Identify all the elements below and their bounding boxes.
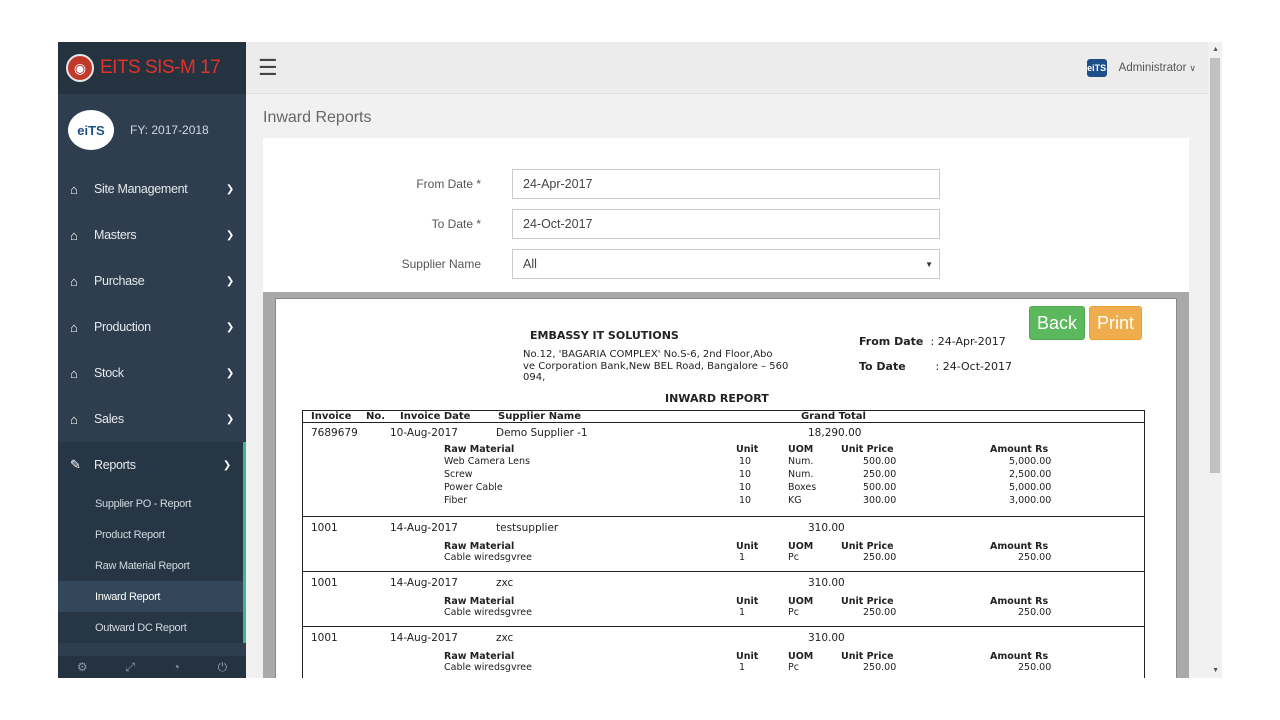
row-invoice: 1001: [311, 522, 338, 534]
to-date-value: 24-Oct-2017: [523, 217, 593, 231]
supplier-row: [263, 249, 1189, 279]
col-no: No.: [366, 411, 386, 422]
to-date-input[interactable]: [512, 209, 940, 239]
from-date-label: From Date *: [416, 177, 481, 191]
user-name: Administrator: [1118, 62, 1187, 74]
edit-icon: ✎: [70, 457, 81, 472]
reports-submenu: [58, 488, 246, 643]
from-date-value: 24-Apr-2017: [523, 177, 593, 191]
table-row: [302, 423, 1145, 517]
item-material: Power Cable: [444, 482, 503, 493]
sub-col-unit: Unit: [736, 541, 759, 552]
sub-col-amount: Amount Rs: [990, 444, 1049, 455]
item-amount: 250.00: [1018, 552, 1052, 563]
submenu-inward-report[interactable]: Inward Report: [58, 581, 243, 612]
top-navbar: [246, 42, 1208, 94]
item-unit: 10: [739, 469, 752, 480]
page-title: Inward Reports: [263, 109, 372, 126]
sub-col-unit: Unit: [736, 444, 759, 455]
sidebar-item-label: Production: [94, 320, 151, 334]
item-price: 500.00: [863, 456, 897, 467]
item-unit: 10: [739, 456, 752, 467]
hamburger-menu-icon[interactable]: ☰: [258, 55, 278, 80]
row-supplier: Demo Supplier -1: [496, 427, 588, 439]
submenu-product-report[interactable]: Product Report: [95, 528, 165, 541]
row-date: 14-Aug-2017: [390, 577, 458, 589]
item-unit: 1: [739, 552, 746, 563]
to-date-key: To Date: [859, 360, 906, 373]
supplier-select[interactable]: [512, 249, 940, 279]
item-material: Cable wiredsgvree: [444, 662, 532, 673]
col-invoice: Invoice: [311, 411, 352, 422]
from-date-input[interactable]: [512, 169, 940, 199]
sidebar-item-production[interactable]: [58, 304, 246, 350]
chevron-down-icon: ❯: [225, 321, 234, 333]
chevron-down-icon: ❯: [225, 229, 234, 241]
row-date: 14-Aug-2017: [390, 632, 458, 644]
filter-form: [263, 138, 1189, 292]
sidebar-footer: [58, 656, 246, 678]
row-total: 310.00: [808, 522, 845, 534]
item-amount: 5,000.00: [1009, 482, 1052, 493]
expand-icon[interactable]: ⤢: [125, 659, 135, 674]
supplier-label: Supplier Name: [401, 257, 481, 271]
sidebar-item-stock[interactable]: [58, 350, 246, 396]
sidebar-item-sales[interactable]: [58, 396, 246, 442]
report-sheet: [275, 298, 1177, 678]
app-window: [58, 42, 1222, 678]
row-invoice: 1001: [311, 632, 338, 644]
sub-col-uom: UOM: [788, 596, 814, 607]
separator: :: [930, 335, 935, 348]
report-viewer: [263, 292, 1189, 678]
chevron-down-icon: ❯: [222, 459, 231, 471]
brand-logo-icon: ◉: [66, 54, 94, 82]
lock-icon[interactable]: ◔: [172, 660, 180, 674]
item-uom: Num.: [788, 456, 814, 467]
col-date: Invoice Date: [400, 411, 471, 422]
item-price: 250.00: [863, 552, 897, 563]
power-icon[interactable]: ⏻: [217, 659, 228, 674]
from-date-key: From Date: [859, 335, 924, 348]
sidebar: [58, 42, 246, 678]
to-date-val: 24-Oct-2017: [942, 360, 1012, 373]
home-icon: ⌂: [70, 273, 78, 289]
sidebar-item-label: Purchase: [94, 274, 145, 288]
sub-col-amount: Amount Rs: [990, 541, 1049, 552]
home-icon: ⌂: [70, 181, 78, 197]
item-uom: Pc: [788, 552, 799, 563]
back-button[interactable]: Back: [1029, 306, 1085, 340]
sub-col-unit: Unit: [736, 596, 759, 607]
row-date: 14-Aug-2017: [390, 522, 458, 534]
chevron-down-icon: ❯: [225, 413, 234, 425]
item-price: 500.00: [863, 482, 897, 493]
item-amount: 3,000.00: [1009, 495, 1052, 506]
sub-col-uom: UOM: [788, 444, 814, 455]
sub-col-material: Raw Material: [444, 651, 515, 662]
sub-col-amount: Amount Rs: [990, 596, 1049, 607]
submenu-outward-dc-report[interactable]: Outward DC Report: [95, 621, 187, 634]
sub-col-price: Unit Price: [841, 596, 894, 607]
supplier-value: All: [523, 257, 537, 271]
sub-col-uom: UOM: [788, 541, 814, 552]
sidebar-item-label: Sales: [94, 412, 124, 426]
sub-col-amount: Amount Rs: [990, 651, 1049, 662]
sub-col-material: Raw Material: [444, 541, 515, 552]
item-uom: Num.: [788, 469, 814, 480]
item-amount: 250.00: [1018, 607, 1052, 618]
company-address: [523, 349, 809, 384]
sidebar-item-masters[interactable]: [58, 212, 246, 258]
company-logo-icon: eiTS: [1087, 59, 1107, 77]
item-uom: Pc: [788, 607, 799, 618]
col-supplier: Supplier Name: [498, 411, 582, 422]
report-title: INWARD REPORT: [665, 392, 769, 405]
submenu-raw-material-report[interactable]: Raw Material Report: [95, 559, 190, 572]
row-total: 18,290.00: [808, 427, 862, 439]
gear-icon[interactable]: ⚙: [76, 660, 88, 674]
company-logo: eiTS: [68, 110, 114, 150]
brand-name: EITS SIS-M 17: [100, 57, 221, 78]
row-total: 310.00: [808, 632, 845, 644]
fy-panel: [58, 94, 246, 166]
item-uom: KG: [788, 495, 802, 506]
print-button[interactable]: Print: [1089, 306, 1142, 340]
chevron-down-icon: ∨: [1189, 62, 1196, 73]
table-row: [302, 627, 1145, 678]
address-line: ve Corporation Bank,New BEL Road, Bangalore – 560 094,: [523, 360, 789, 383]
scroll-thumb[interactable]: [1210, 58, 1220, 473]
row-supplier: zxc: [496, 632, 514, 644]
item-price: 250.00: [863, 607, 897, 618]
sidebar-item-label: Reports: [94, 458, 136, 472]
chevron-down-icon: ❯: [225, 275, 234, 287]
item-unit: 10: [739, 495, 752, 506]
item-unit: 1: [739, 662, 746, 673]
report-from-date: [859, 335, 1006, 348]
table-row: [302, 517, 1145, 572]
home-icon: ⌂: [70, 319, 78, 335]
item-uom: Boxes: [788, 482, 817, 493]
sidebar-item-label: Stock: [94, 366, 124, 380]
sub-col-unit: Unit: [736, 651, 759, 662]
home-icon: ⌂: [70, 365, 78, 381]
item-unit: 10: [739, 482, 752, 493]
item-material: Web Camera Lens: [444, 456, 530, 467]
row-supplier: zxc: [496, 577, 514, 589]
sidebar-item-label: Masters: [94, 228, 137, 242]
item-price: 250.00: [863, 662, 897, 673]
from-date-row: [263, 169, 1189, 199]
item-uom: Pc: [788, 662, 799, 673]
row-supplier: testsupplier: [496, 522, 559, 534]
item-amount: 5,000.00: [1009, 456, 1052, 467]
address-line: No.12, 'BAGARIA COMPLEX' No.S-6, 2nd Floor,Abo: [523, 349, 773, 360]
item-material: Cable wiredsgvree: [444, 552, 532, 563]
sub-col-price: Unit Price: [841, 541, 894, 552]
row-date: 10-Aug-2017: [390, 427, 458, 439]
item-material: Fiber: [444, 495, 468, 506]
item-price: 300.00: [863, 495, 897, 506]
home-icon: ⌂: [70, 227, 78, 243]
to-date-row: [263, 209, 1189, 239]
item-material: Cable wiredsgvree: [444, 607, 532, 618]
item-unit: 1: [739, 607, 746, 618]
brand-header[interactable]: [58, 42, 246, 94]
scroll-up-icon[interactable]: ▲: [1212, 46, 1219, 53]
sidebar-item-label: Site Management: [94, 182, 188, 196]
sidebar-item-site-management[interactable]: [58, 166, 246, 212]
sub-col-material: Raw Material: [444, 444, 515, 455]
row-invoice: 7689679: [311, 427, 358, 439]
sidebar-item-reports[interactable]: [58, 442, 246, 488]
item-price: 250.00: [863, 469, 897, 480]
company-name: EMBASSY IT SOLUTIONS: [530, 329, 679, 342]
dropdown-caret-icon: ▼: [925, 259, 933, 269]
sub-col-price: Unit Price: [841, 444, 894, 455]
chevron-down-icon: ❯: [225, 183, 234, 195]
row-invoice: 1001: [311, 577, 338, 589]
report-to-date: [859, 360, 1012, 373]
sub-col-price: Unit Price: [841, 651, 894, 662]
col-total: Grand Total: [801, 411, 866, 422]
table-row: [302, 572, 1145, 627]
fiscal-year: FY: 2017-2018: [130, 123, 209, 137]
row-total: 310.00: [808, 577, 845, 589]
item-amount: 2,500.00: [1009, 469, 1052, 480]
page-scrollbar[interactable]: [1208, 42, 1222, 678]
submenu-supplier-po-report[interactable]: Supplier PO - Report: [95, 497, 192, 510]
sub-col-material: Raw Material: [444, 596, 515, 607]
home-icon: ⌂: [70, 411, 78, 427]
scroll-down-icon[interactable]: ▼: [1212, 667, 1219, 674]
sidebar-item-purchase[interactable]: [58, 258, 246, 304]
chevron-down-icon: ❯: [225, 367, 234, 379]
to-date-label: To Date *: [431, 217, 481, 231]
user-menu[interactable]: [1087, 59, 1196, 77]
item-material: Screw: [444, 469, 473, 480]
sub-col-uom: UOM: [788, 651, 814, 662]
item-amount: 250.00: [1018, 662, 1052, 673]
table-header: [302, 410, 1145, 423]
from-date-val: 24-Apr-2017: [937, 335, 1006, 348]
separator: :: [935, 360, 940, 373]
